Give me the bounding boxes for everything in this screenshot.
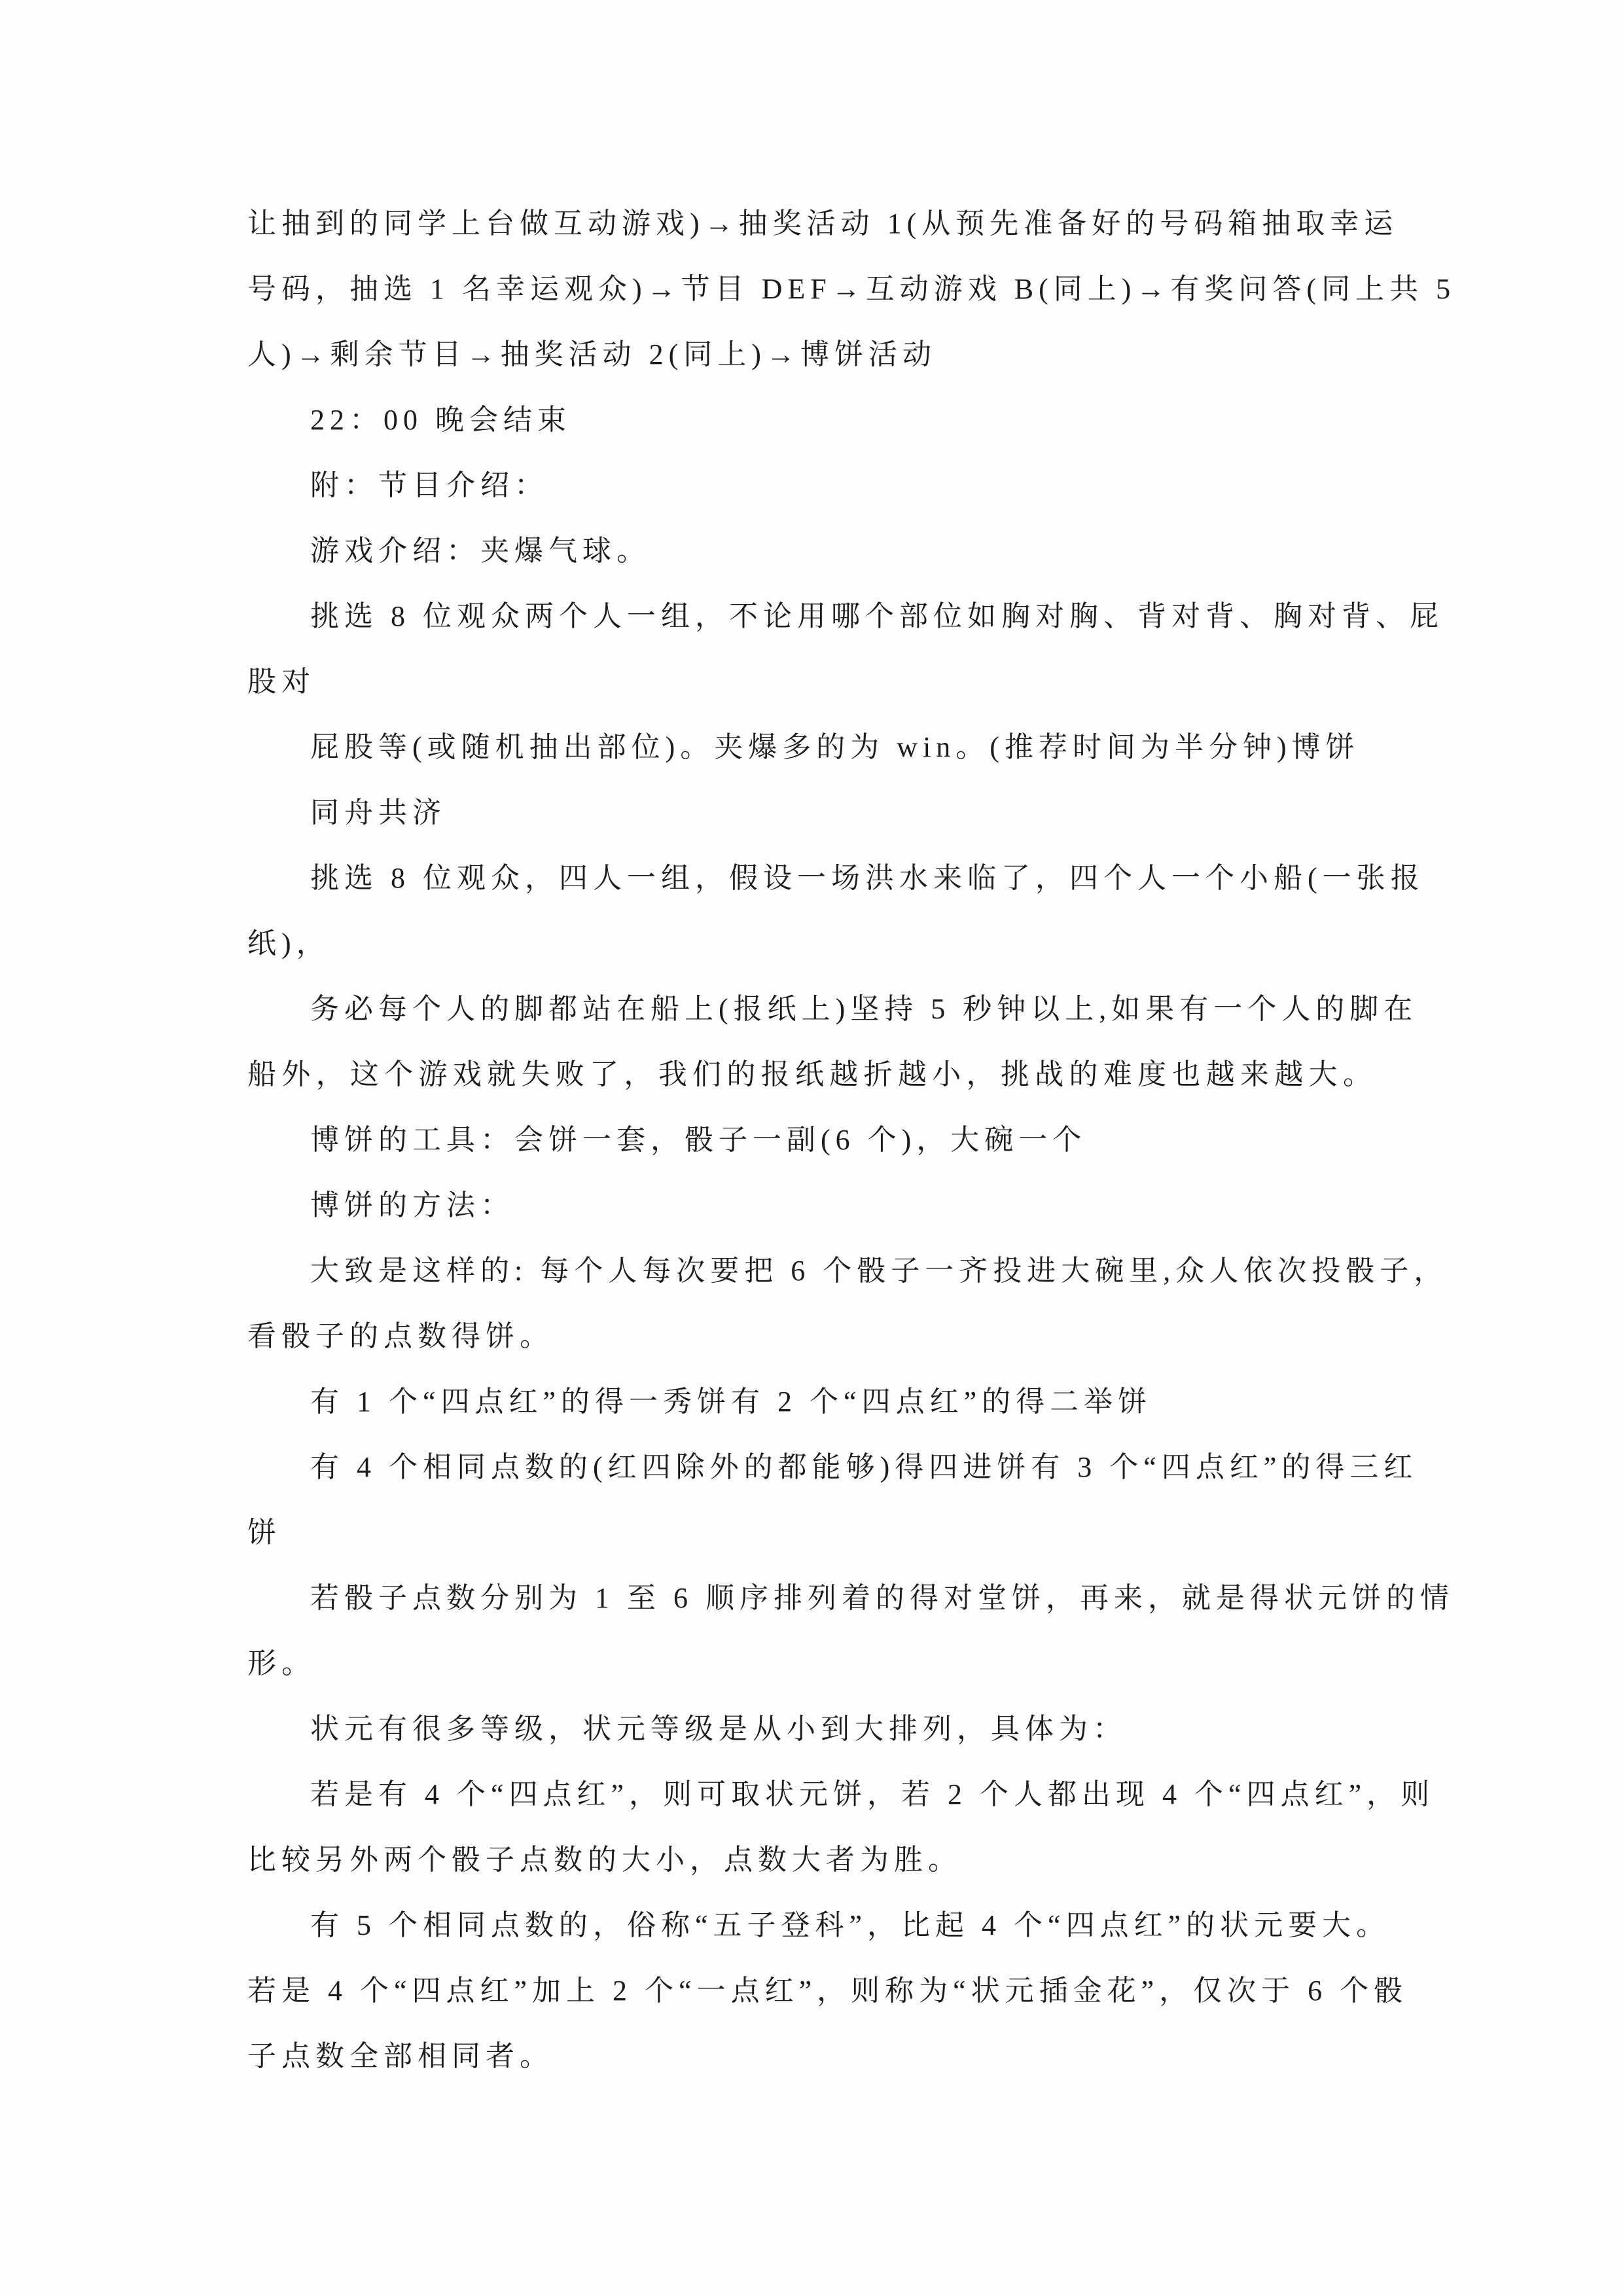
text-line: 屁股等(或随机抽出部位)。夹爆多的为 win。(推荐时间为半分钟)博饼 xyxy=(310,731,1360,763)
text-line: 船外，这个游戏就失败了，我们的报纸越折越小，挑战的难度也越来越大。 xyxy=(247,1058,1377,1090)
text-line: 若是 4 个“四点红”加上 2 个“一点红”，则称为“状元插金花”，仅次于 6 个骰 xyxy=(247,1975,1408,2007)
text-line: 有 1 个“四点红”的得一秀饼有 2 个“四点红”的得二举饼 xyxy=(310,1386,1152,1418)
text-line: 若骰子点数分别为 1 至 6 顺序排列着的得对堂饼，再来，就是得状元饼的情 xyxy=(310,1582,1454,1614)
text-line: 饼 xyxy=(247,1516,281,1549)
text-line: 人)→剩余节目→抽奖活动 2(同上)→博饼活动 xyxy=(247,338,936,370)
text-line: 博饼的工具：会饼一套，骰子一副(6 个)，大碗一个 xyxy=(310,1124,1087,1156)
text-line: 看骰子的点数得饼。 xyxy=(247,1320,554,1352)
text-line: 有 5 个相同点数的，俗称“五子登科”，比起 4 个“四点红”的状元要大。 xyxy=(310,1909,1391,1941)
text-line: 号码，抽选 1 名幸运观众)→节目 DEF→互动游戏 B(同上)→有奖问答(同上共 5 xyxy=(247,273,1456,305)
text-line: 比较另外两个骰子点数的大小，点数大者为胜。 xyxy=(247,1844,962,1876)
text-line: 有 4 个相同点数的(红四除外的都能够)得四进饼有 3 个“四点红”的得三红 xyxy=(310,1451,1418,1483)
text-line: 挑选 8 位观众，四人一组，假设一场洪水来临了，四个人一个小船(一张报 xyxy=(310,862,1425,894)
text-block xyxy=(247,191,1456,2089)
text-line: 形。 xyxy=(247,1647,315,1679)
text-line: 务必每个人的脚都站在船上(报纸上)坚持 5 秒钟以上,如果有一个人的脚在 xyxy=(310,993,1418,1025)
text-line: 附：节目介绍： xyxy=(310,469,548,501)
text-line: 股对 xyxy=(247,666,315,698)
text-line: 让抽到的同学上台做互动游戏)→抽奖活动 1(从预先准备好的号码箱抽取幸运 xyxy=(247,207,1399,240)
text-line: 大致是这样的: 每个人每次要把 6 个骰子一齐投进大碗里,众人依次投骰子， xyxy=(310,1255,1448,1287)
text-line: 22：00 晚会结束 xyxy=(310,404,571,436)
text-line: 纸)， xyxy=(247,927,330,960)
text-line: 状元有很多等级，状元等级是从小到大排列，具体为： xyxy=(310,1713,1127,1745)
text-line: 若是有 4 个“四点红”，则可取状元饼，若 2 个人都出现 4 个“四点红”，则 xyxy=(310,1778,1435,1810)
text-line: 博饼的方法： xyxy=(310,1189,514,1221)
text-line: 游戏介绍：夹爆气球。 xyxy=(310,535,651,567)
text-line: 挑选 8 位观众两个人一组，不论用哪个部位如胸对胸、背对背、胸对背、屁 xyxy=(310,600,1444,632)
text-line: 同舟共济 xyxy=(310,797,446,829)
text-line: 子点数全部相同者。 xyxy=(247,2040,554,2072)
